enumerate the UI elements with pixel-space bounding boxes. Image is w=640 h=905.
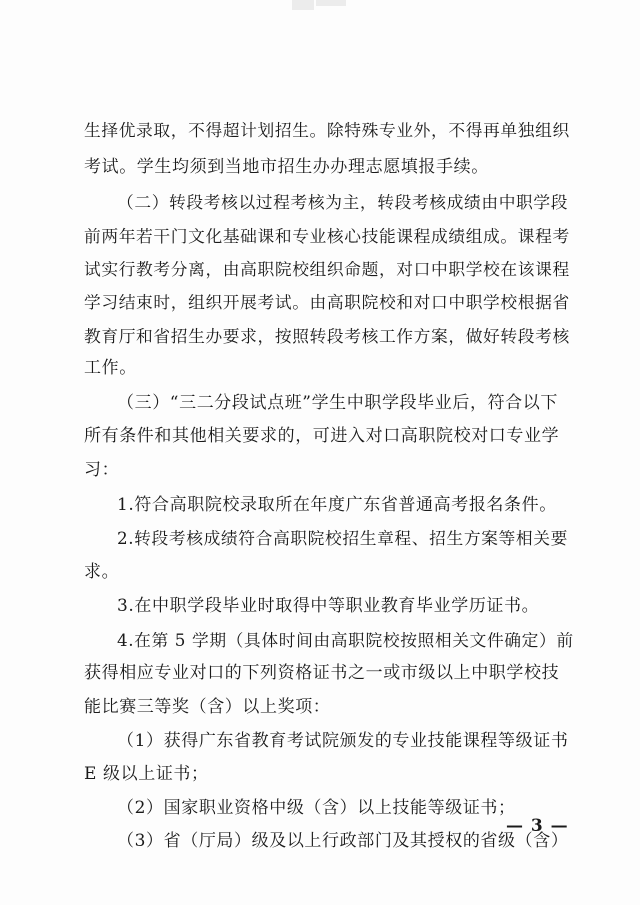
text-line: 考试。学生均须到当地市招生办办理志愿填报手续。 (84, 157, 489, 177)
text-line: （三）“三二分段试点班”学生中职学段毕业后，符合以下 (117, 393, 558, 413)
text-line: 1.符合高职院校录取所在年度广东省普通高考报名条件。 (117, 495, 557, 515)
text-line: 学习结束时，组织开展考试。由高职院校和对口中职学校根据省 (84, 292, 570, 312)
text-line: 求。 (84, 562, 120, 582)
text-line: 3.在中职学段毕业时取得中等职业教育毕业学历证书。 (117, 596, 540, 616)
text-line: 生择优录取，不得超计划招生。除特殊专业外，不得再单独组织 (84, 120, 570, 140)
scan-artifact (292, 0, 314, 10)
text-line: 4.在第 5 学期（具体时间由高职院校按照相关文件确定）前 (117, 630, 574, 650)
text-line: （二）转段考核以过程考核为主，转段考核成绩由中职学段 (117, 192, 569, 212)
text-line: 教育厅和省招生办要求，按照转段考核工作方案，做好转段考核 (84, 326, 570, 346)
text-line: 习： (84, 460, 120, 480)
scan-artifact (316, 0, 346, 6)
text-line: 所有条件和其他相关要求的，可进入对口高职院校对口专业学 (84, 426, 560, 446)
text-line: 获得相应专业对口的下列资格证书之一或市级以上中职学校技 (84, 663, 560, 683)
page-number: — 3 — (506, 816, 569, 836)
text-line: 2.转段考核成绩符合高职院校招生章程、招生方案等相关要 (117, 528, 568, 548)
text-line: 能比赛三等奖（含）以上奖项： (84, 697, 331, 717)
text-line: （3）省（厅局）级及以上行政部门及其授权的省级（含） (117, 831, 569, 851)
text-line: 工作。 (84, 358, 137, 378)
text-line: E 级以上证书； (84, 764, 209, 784)
text-line: 试实行教考分离，由高职院校组织命题，对口中职学校在该课程 (84, 259, 570, 279)
text-line: （2）国家职业资格中级（含）以上技能等级证书； (117, 798, 516, 818)
text-line: （1）获得广东省教育考试院颁发的专业技能课程等级证书 (117, 731, 569, 751)
text-line: 前两年若干门文化基础课和专业核心技能课程成绩组成。课程考 (84, 226, 570, 246)
